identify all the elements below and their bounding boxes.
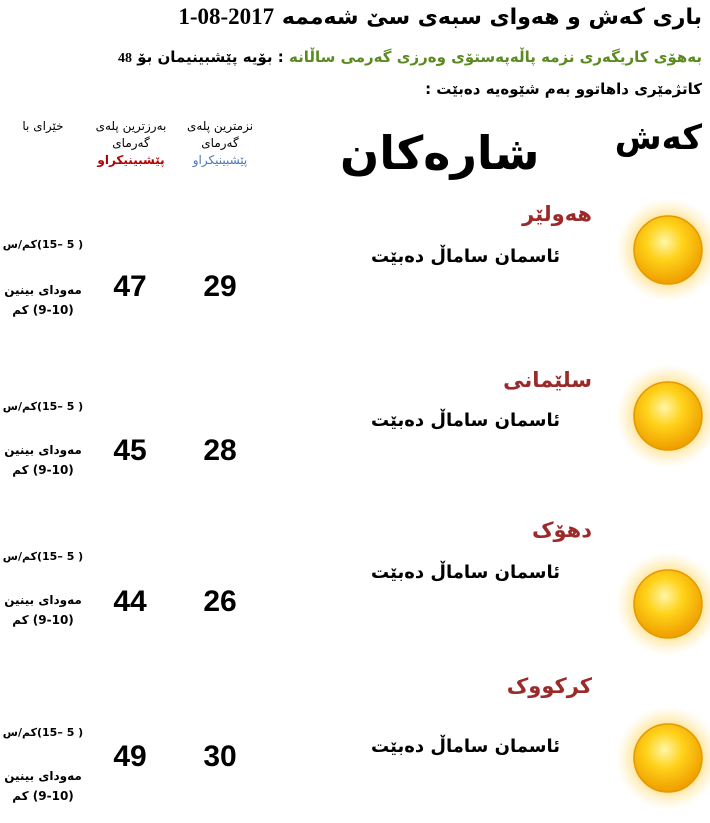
weather-description: ئاسمان ساماڵ دەبێت bbox=[371, 562, 560, 583]
max-header-line3: پێشبینیکراو bbox=[97, 153, 165, 167]
visibility bbox=[0, 280, 86, 320]
title-text: باری کەش و هەوای سبەی سێ شەممە bbox=[281, 5, 702, 30]
min-temp: 30 bbox=[203, 740, 237, 773]
city-name: سلێمانی bbox=[503, 368, 592, 392]
min-header-line2: گەرمای bbox=[201, 136, 239, 150]
weather-description: ئاسمان ساماڵ دەبێت bbox=[371, 410, 560, 431]
wind-speed: ( 5 –15)کم/س bbox=[2, 550, 84, 563]
visibility bbox=[0, 766, 86, 806]
min-header-line1: نزمترین پلەی bbox=[186, 119, 254, 133]
min-temp: 28 bbox=[203, 434, 237, 467]
subtitle-line3: کاتژمێری داهاتوو بەم شێوەیە دەبێت : bbox=[425, 80, 702, 98]
city-name: هەولێر bbox=[522, 202, 592, 226]
column-header-cities: شارەکان bbox=[340, 126, 540, 180]
visibility bbox=[0, 590, 86, 630]
column-header-max-temp bbox=[86, 118, 176, 169]
subtitle-number: 48 bbox=[118, 51, 133, 66]
min-temp: 29 bbox=[203, 270, 237, 303]
page-title bbox=[178, 4, 702, 30]
min-header-line3: پێشبینیکراو bbox=[192, 153, 248, 167]
column-header-wind bbox=[4, 118, 82, 135]
visibility bbox=[0, 440, 86, 480]
city-name: دهۆک bbox=[531, 518, 592, 542]
city-name: کرکووک bbox=[506, 674, 592, 698]
weather-description: ئاسمان ساماڵ دەبێت bbox=[371, 246, 560, 267]
wind-speed: ( 5 –15)کم/س bbox=[2, 726, 84, 739]
visibility-label: مەودای بینین bbox=[4, 593, 82, 607]
subtitle-tail: : بۆیە پێشبینیمان بۆ bbox=[137, 48, 284, 66]
subtitle bbox=[118, 48, 702, 67]
visibility-value: (9-10) کم bbox=[12, 303, 74, 317]
visibility-label: مەودای بینین bbox=[4, 283, 82, 297]
max-temp: 49 bbox=[113, 740, 147, 773]
sun-icon bbox=[616, 364, 710, 468]
column-header-min-temp bbox=[180, 118, 260, 169]
sun-icon bbox=[616, 198, 710, 302]
max-header-line2: گەرمای bbox=[112, 136, 150, 150]
wind-header-line1: خێرای با bbox=[22, 119, 64, 133]
weather-description: ئاسمان ساماڵ دەبێت bbox=[371, 736, 560, 757]
sun-icon bbox=[616, 706, 710, 810]
max-header-line1: بەرزترین پلەی bbox=[95, 119, 167, 133]
max-temp: 47 bbox=[113, 270, 147, 303]
visibility-value: (9-10) کم bbox=[12, 789, 74, 803]
wind-speed: ( 5 –15)کم/س bbox=[2, 238, 84, 251]
visibility-label: مەودای بینین bbox=[4, 443, 82, 457]
max-temp: 44 bbox=[113, 585, 147, 618]
title-date: 2017-08-1 bbox=[178, 4, 275, 29]
min-temp: 26 bbox=[203, 585, 237, 618]
wind-speed: ( 5 –15)کم/س bbox=[2, 400, 84, 413]
column-header-weather: کەش bbox=[614, 118, 702, 158]
sun-icon bbox=[616, 552, 710, 656]
max-temp: 45 bbox=[113, 434, 147, 467]
visibility-label: مەودای بینین bbox=[4, 769, 82, 783]
visibility-value: (9-10) کم bbox=[12, 613, 74, 627]
subtitle-lead: بەهۆی کاریگەری نزمە پاڵەپەستۆی وەرزی گەرمی ساڵانە bbox=[288, 48, 702, 66]
visibility-value: (9-10) کم bbox=[12, 463, 74, 477]
